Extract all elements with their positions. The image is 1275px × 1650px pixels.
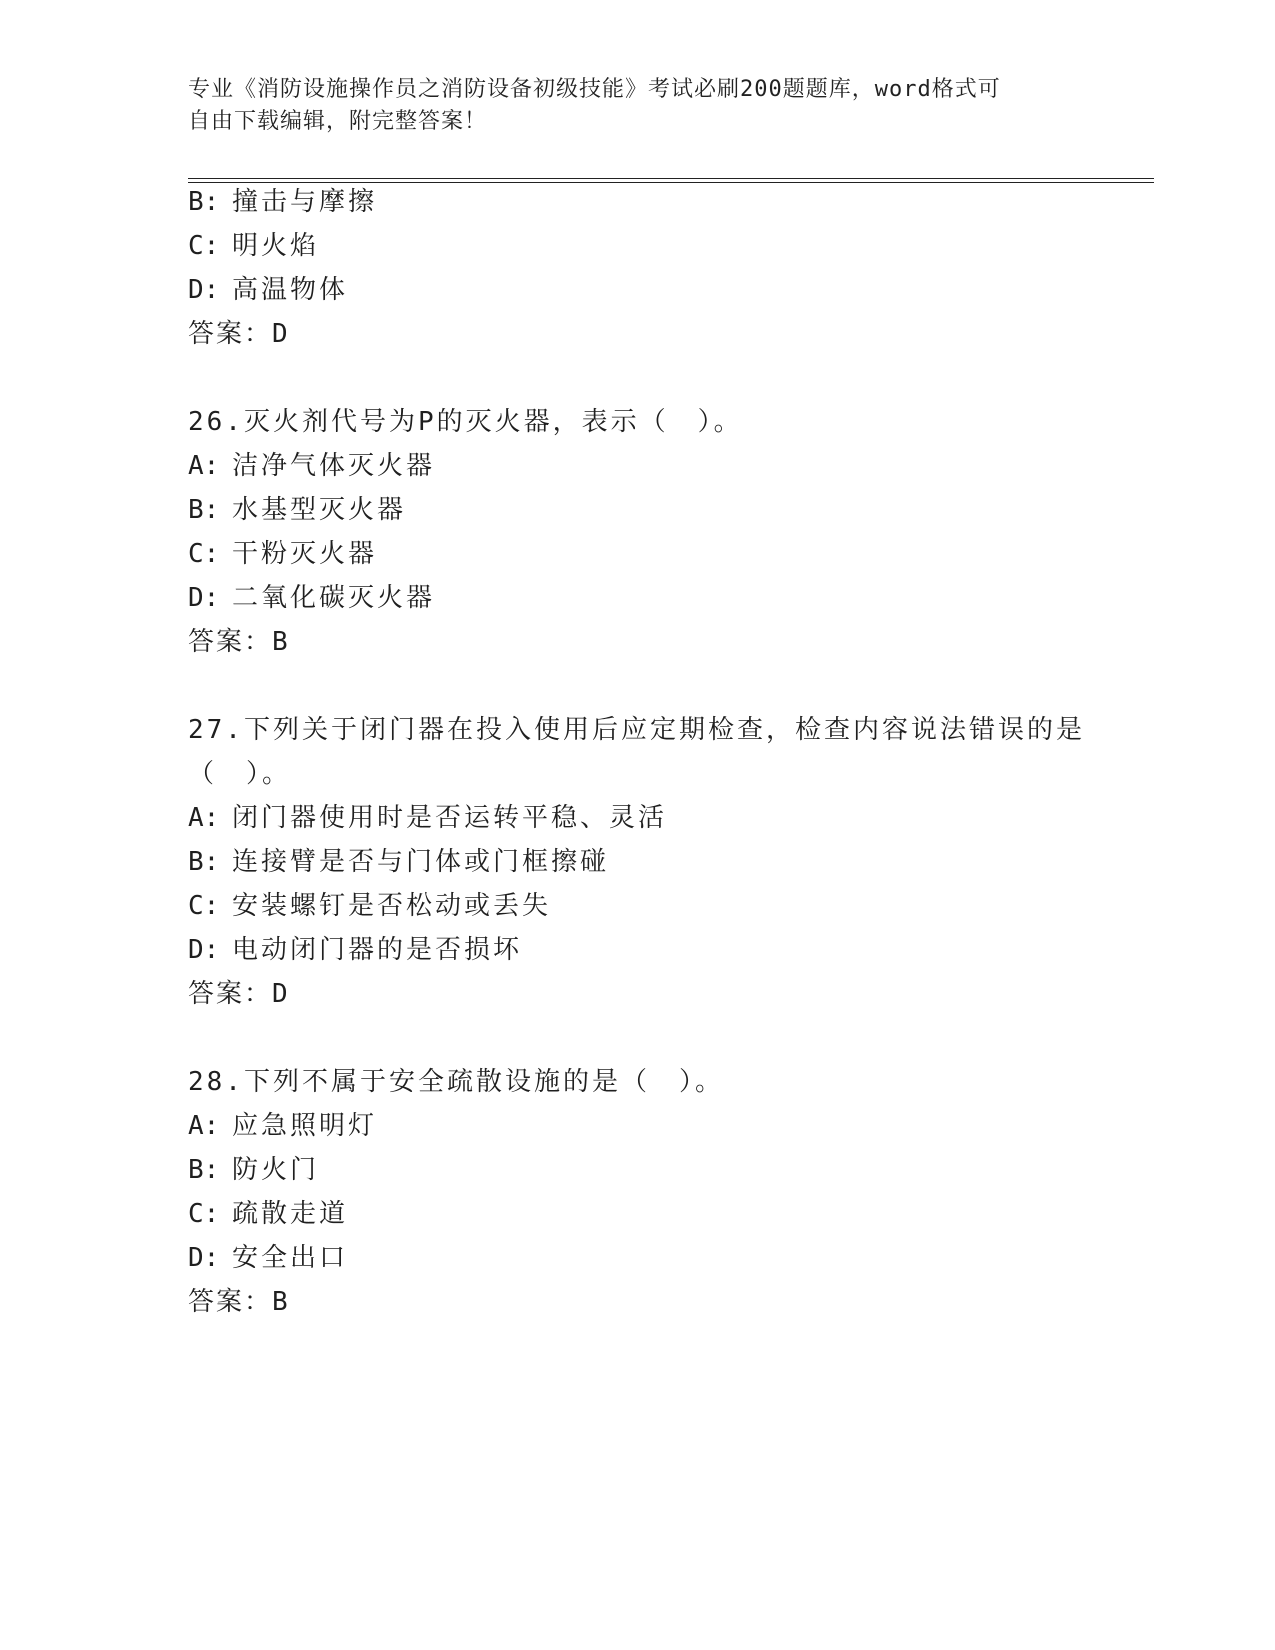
- q27-stem-line-2: （ ）。: [188, 759, 292, 789]
- option-text: 闭门器使用时是否运转平稳、灵活: [232, 803, 668, 833]
- q26-option-d: [188, 580, 435, 616]
- option-letter: D:: [188, 583, 220, 613]
- answer-prefix: 答案：: [188, 1287, 273, 1317]
- q27-option-a: [188, 800, 667, 836]
- option-letter: B:: [188, 847, 220, 877]
- option-text: 干粉灭火器: [232, 539, 378, 569]
- q25-option-c: [188, 228, 319, 264]
- q28-option-a: [188, 1108, 377, 1144]
- q27-stem-line-1: 27.下列关于闭门器在投入使用后应定期检查，检查内容说法错误的是: [188, 715, 1085, 745]
- option-text: 二氧化碳灭火器: [232, 583, 436, 613]
- q26-option-b: [188, 492, 406, 528]
- answer-value: B: [272, 1287, 290, 1317]
- option-letter: B:: [188, 1155, 220, 1185]
- answer-value: D: [272, 979, 290, 1009]
- answer-prefix: 答案：: [188, 627, 273, 657]
- header-line-1: 专业《消防设施操作员之消防设备初级技能》考试必刷200题题库，word格式可: [188, 77, 1001, 102]
- q27-option-c: [188, 888, 551, 924]
- option-letter: C:: [188, 231, 220, 261]
- q28-stem: 28.下列不属于安全疏散设施的是（ ）。: [188, 1067, 724, 1097]
- q27-answer: [188, 976, 290, 1012]
- option-text: 高温物体: [232, 275, 349, 305]
- q25-option-b: [188, 184, 377, 220]
- option-text: 洁净气体灭火器: [232, 451, 436, 481]
- q26-option-c: [188, 536, 377, 572]
- option-letter: D:: [188, 275, 220, 305]
- option-text: 防火门: [232, 1155, 320, 1185]
- answer-value: B: [272, 627, 290, 657]
- q26-stem: 26.灭火剂代号为P的灭火器，表示（ ）。: [188, 407, 743, 437]
- option-letter: A:: [188, 803, 220, 833]
- answer-prefix: 答案：: [188, 979, 273, 1009]
- option-text: 疏散走道: [232, 1199, 349, 1229]
- option-text: 电动闭门器的是否损坏: [232, 935, 523, 965]
- q27-option-d: [188, 932, 522, 968]
- option-letter: A:: [188, 1111, 220, 1141]
- option-letter: B:: [188, 187, 220, 217]
- document-header: [188, 74, 1088, 138]
- header-line-2: 自由下载编辑，附完整答案！: [188, 109, 488, 134]
- q27-option-b: [188, 844, 609, 880]
- option-text: 明火焰: [232, 231, 320, 261]
- option-text: 安全出口: [232, 1243, 349, 1273]
- option-letter: D:: [188, 1243, 220, 1273]
- q25-option-d: [188, 272, 348, 308]
- option-letter: C:: [188, 891, 220, 921]
- q28-option-b: [188, 1152, 319, 1188]
- option-text: 连接臂是否与门体或门框擦碰: [232, 847, 610, 877]
- q26-option-a: [188, 448, 435, 484]
- option-text: 水基型灭火器: [232, 495, 407, 525]
- option-text: 应急照明灯: [232, 1111, 378, 1141]
- option-letter: D:: [188, 935, 220, 965]
- option-letter: B:: [188, 495, 220, 525]
- header-divider-top: [188, 178, 1154, 179]
- q25-answer: [188, 316, 290, 352]
- answer-prefix: 答案：: [188, 319, 273, 349]
- answer-value: D: [272, 319, 290, 349]
- q28-answer: [188, 1284, 290, 1320]
- option-letter: C:: [188, 539, 220, 569]
- option-text: 安装螺钉是否松动或丢失: [232, 891, 552, 921]
- q28-option-c: [188, 1196, 348, 1232]
- header-divider-bottom: [188, 182, 1154, 183]
- option-text: 撞击与摩擦: [232, 187, 378, 217]
- q28-option-d: [188, 1240, 348, 1276]
- q26-answer: [188, 624, 290, 660]
- option-letter: C:: [188, 1199, 220, 1229]
- option-letter: A:: [188, 451, 220, 481]
